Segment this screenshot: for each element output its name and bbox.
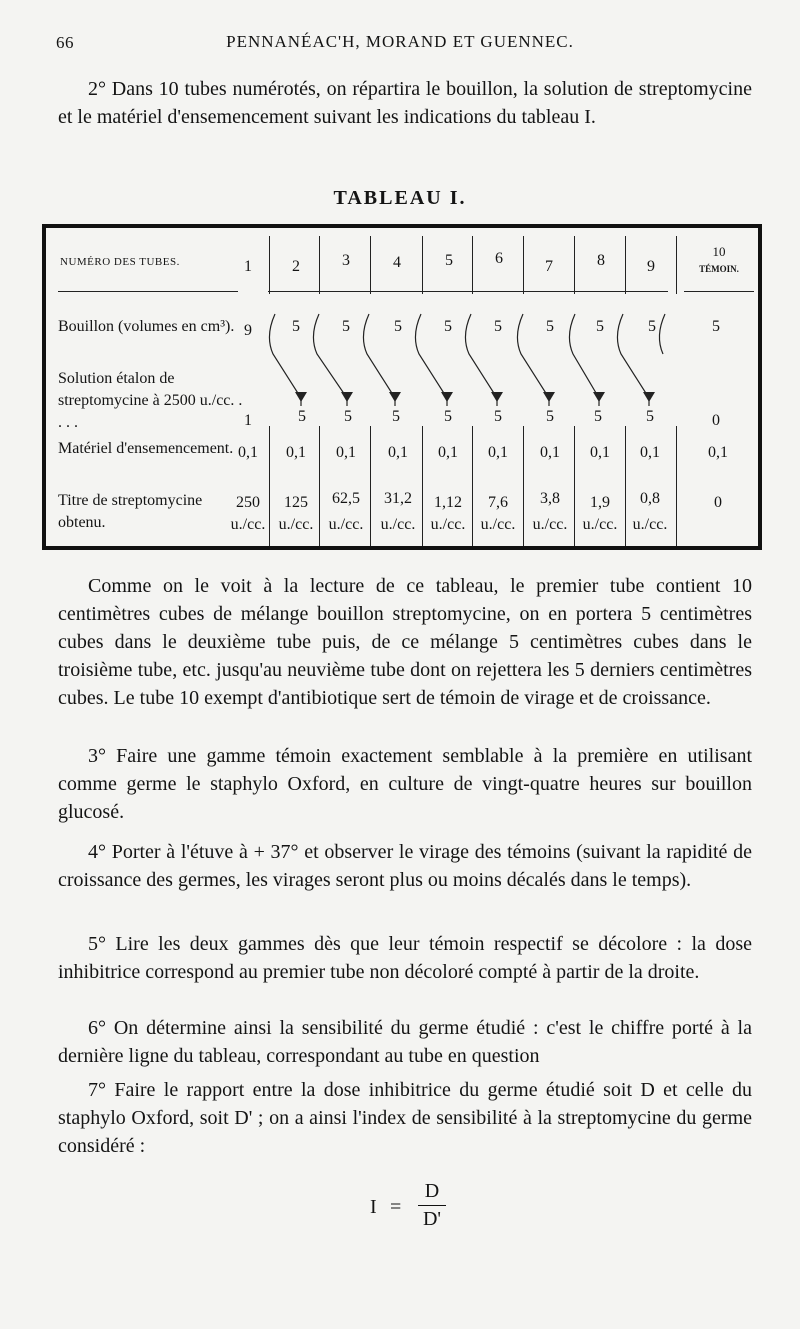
formula-lhs: I: [370, 1196, 377, 1218]
table-cell: 5: [596, 318, 604, 335]
fraction: [418, 1180, 446, 1231]
unit-cell: u./cc.: [380, 516, 416, 533]
unit-cell: u./cc.: [430, 516, 466, 533]
unit-cell: u./cc.: [328, 516, 364, 533]
unit-cell: u./cc.: [532, 516, 568, 533]
tube-number: 3: [342, 252, 350, 269]
table-cell: 5: [292, 318, 300, 335]
table-cell: 9: [244, 322, 252, 339]
table-cell: 5: [648, 318, 656, 335]
table-cell: 5: [444, 408, 452, 425]
column-rule: [574, 426, 575, 546]
unit-cell: u./cc.: [582, 516, 618, 533]
tube-number: 1: [244, 258, 252, 275]
unit-cell: u./cc.: [278, 516, 314, 533]
table-cell: 5: [712, 318, 720, 335]
tube-number: 8: [597, 252, 605, 269]
tube-number: 2: [292, 258, 300, 275]
paragraph: 4° Porter à l'étuve à + 37° et observer le virage des témoins (suivant la rapidité de croissance des germes, les virages seront plus ou moins décalés dans le temps).: [58, 841, 752, 891]
page-header: [52, 30, 748, 60]
tube-number-control: 10: [712, 244, 726, 259]
table-cell: 7,6: [488, 494, 508, 511]
column-rule: [422, 426, 423, 546]
table-cell: 5: [392, 408, 400, 425]
paragraph: 5° Lire les deux gammes dès que leur témoin respectif se décolore : la dose inhibitrice correspond au premier tube non décoloré compté à partir de la droite.: [58, 933, 752, 983]
table-cell: 250: [236, 494, 260, 511]
table-cell: 0,8: [640, 490, 660, 507]
unit-cell: u./cc.: [632, 516, 668, 533]
row-label-materiel: Matériel d'ensemencement.: [58, 440, 234, 457]
table-cell: 5: [594, 408, 602, 425]
unit-cell: u./cc.: [230, 516, 266, 533]
column-rule: [523, 426, 524, 546]
header-rule: [58, 291, 238, 292]
column-rule: [676, 426, 677, 546]
row-label-titre: Titre de streptomycine obtenu.: [58, 492, 203, 531]
table-cell: 5: [494, 318, 502, 335]
column-rule: [676, 236, 677, 294]
table-cell: 5: [342, 318, 350, 335]
table-cell: 5: [298, 408, 306, 425]
paragraph: 3° Faire une gamme témoin exactement semblable à la première en utilisant comme germe le staphylo Oxford, en culture de vingt-quatre heures sur bouillon glucosé.: [58, 745, 752, 823]
tube-number: 6: [495, 250, 503, 267]
paragraph: Comme on le voit à la lecture de ce tableau, le premier tube contient 10 centimètres cubes de mélange bouillon streptomycine, on en portera 5 centimètres cubes dans le deuxième tube puis, de ce mélange 5 centimètres cubes dans le troisième tube, etc. jusqu'au neuvième tube dont on rejettera les 5 derniers centimètres cubes. Le tube 10 exempt d'antibiotique sert de témoin de virage et de croissance.: [58, 575, 752, 709]
table-caption: TABLEAU I.: [333, 187, 467, 209]
paragraph: 6° On détermine ainsi la sensibilité du germe étudié : c'est le chiffre porté à la dernière ligne du tableau, correspondant au tube en question: [58, 1017, 752, 1067]
table-cell: 5: [394, 318, 402, 335]
table-cell: 0,1: [438, 444, 458, 461]
fraction-numerator: D: [418, 1180, 446, 1206]
header-rule-2: [268, 291, 668, 292]
row-label-bouillon: Bouillon (volumes en cm³).: [58, 318, 235, 335]
column-rule: [370, 236, 371, 294]
column-rule: [269, 236, 270, 294]
table-cell: 0,1: [336, 444, 356, 461]
tube-number: 7: [545, 258, 553, 275]
table-cell: 1: [244, 412, 252, 429]
intro-paragraph: 2° Dans 10 tubes numérotés, on répartira le bouillon, la solution de streptomycine et le matériel d'ensemencement suivant les indications du tableau I.: [58, 78, 752, 128]
table-cell: 5: [646, 408, 654, 425]
column-rule: [472, 426, 473, 546]
header-rule-3: [684, 291, 754, 292]
running-title: PENNANÉAC'H, MORAND ET GUENNEC.: [226, 32, 574, 51]
table-cell: 0,1: [286, 444, 306, 461]
table-cell: 31,2: [384, 490, 412, 507]
table-cell: 5: [546, 318, 554, 335]
tube-number: 4: [393, 254, 401, 271]
unit-cell: u./cc.: [480, 516, 516, 533]
table-cell: 5: [344, 408, 352, 425]
control-label: TÉMOIN.: [699, 264, 739, 274]
table-cell: 5: [546, 408, 554, 425]
fraction-denominator: D': [422, 1208, 442, 1230]
table-cell: 0,1: [708, 444, 728, 461]
tube-number: 5: [445, 252, 453, 269]
table-cell: 5: [494, 408, 502, 425]
column-rule: [523, 236, 524, 294]
table-header-label: NUMÉRO DES TUBES.: [60, 256, 180, 268]
table-cell: 0,1: [590, 444, 610, 461]
column-rule: [472, 236, 473, 294]
table-cell: 1,9: [590, 494, 610, 511]
table-cell: 0: [714, 494, 722, 511]
table-cell: 0,1: [640, 444, 660, 461]
column-rule: [422, 236, 423, 294]
table-cell: 0,1: [388, 444, 408, 461]
table-cell: 5: [444, 318, 452, 335]
column-rule: [370, 426, 371, 546]
formula-equals: =: [390, 1196, 402, 1218]
table-cell: 1,12: [434, 494, 462, 511]
column-rule: [625, 236, 626, 294]
formula: [370, 1180, 490, 1240]
table-cell: 0,1: [540, 444, 560, 461]
table-cell: 125: [284, 494, 308, 511]
page-number: 66: [56, 33, 74, 52]
data-table: [42, 224, 762, 550]
table-cell: 62,5: [332, 490, 360, 507]
table-cell: 0,1: [238, 444, 258, 461]
table-cell: 0,1: [488, 444, 508, 461]
row-label-solution: Solution étalon de streptomycine à 2500 u./cc. . . . .: [58, 370, 243, 431]
table-cell: 0: [712, 412, 720, 429]
table-cell: 3,8: [540, 490, 560, 507]
column-rule: [319, 236, 320, 294]
paragraph: 7° Faire le rapport entre la dose inhibitrice du germe étudié soit D et celle du staphylo Oxford, soit D' ; on a ainsi l'index de sensibilité à la streptomycine du germe considéré :: [58, 1079, 752, 1157]
column-rule: [574, 236, 575, 294]
tube-number: 9: [647, 258, 655, 275]
